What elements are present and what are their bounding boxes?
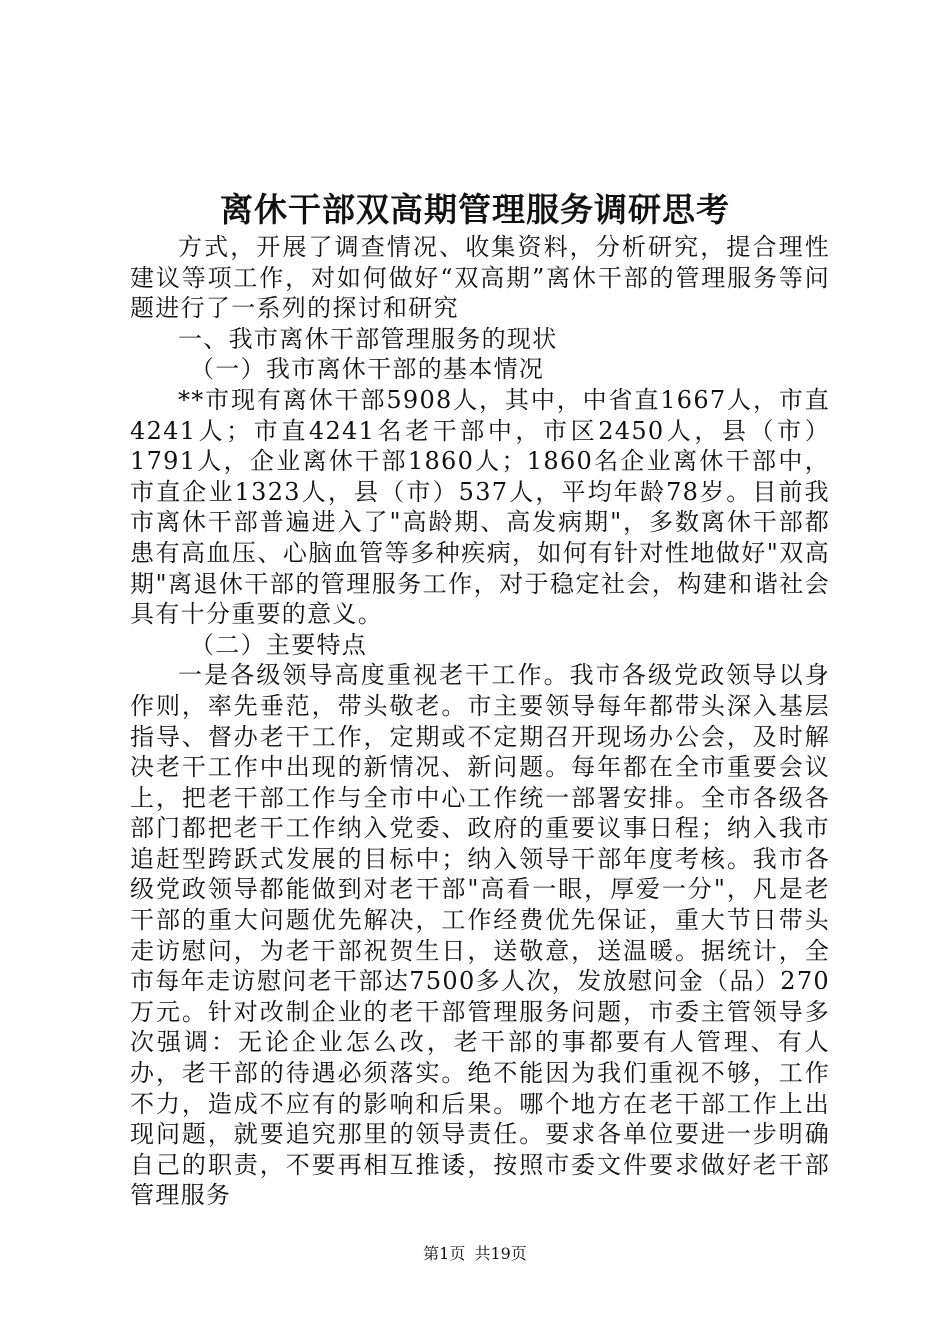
paragraph-basic-situation: **市现有离休干部5908人，其中，中省直1667人，市直4241人；市直4241名老干部中，市区2450人，县（市）1791人，企业离休干部1860人；1860名企业离休干部中，市直企业1323人，县（市）537人，平均年龄78岁。目前我市离休干部普遍进入了"高龄期、高发病期"，多数离休干部都患有高血压、心脑血管等多种疾病，如何有针对性地做好"双高期"离退休干部的管理服务工作，对于稳定社会，构建和谐社会具有十分重要的意义。 <box>130 385 830 629</box>
page-number: 第1页 共19页 <box>423 1244 527 1263</box>
paragraph-intro: 方式，开展了调查情况、收集资料，分析研究，提合理性建议等项工作，对如何做好“双高期”离休干部的管理服务等问题进行了一系列的探讨和研究 <box>130 233 830 323</box>
section-heading-1: 一、我市离休干部管理服务的现状 <box>178 324 558 353</box>
subsection-heading-2: （二）主要特点 <box>190 630 368 659</box>
page-title: 离休干部双高期管理服务调研思考 <box>220 190 730 229</box>
subsection-heading-1: （一）我市离休干部的基本情况 <box>190 355 545 384</box>
paragraph-main-features: 一是各级领导高度重视老干工作。我市各级党政领导以身作则，率先垂范，带头敬老。市主要领导每年都带头深入基层指导、督办老干工作，定期或不定期召开现场办公会，及时解决老干工作中出现的新情况、新问题。每年都在全市重要会议上，把老干部工作与全市中心工作统一部署安排。全市各级各部门都把老干工作纳入党委、政府的重要议事日程；纳入我市追赶型跨跃式发展的目标中；纳入领导干部年度考核。我市各级党政领导都能做到对老干部"高看一眼，厚爱一分"，凡是老干部的重大问题优先解决，工作经费优先保证，重大节日带头走访慰问，为老干部祝贺生日，送敬意，送温暖。据统计，全市每年走访慰问老干部达7500多人次，发放慰问金（品）270万元。针对改制企业的老干部管理服务问题，市委主管领导多次强调：无论企业怎么改，老干部的事都要有人管理、有人办，老干部的待遇必须落实。绝不能因为我们重视不够，工作不力，造成不应有的影响和后果。哪个地方在老干部工作上出现问题，就要追究那里的领导责任。要求各单位要进一步明确自己的职责，不要再相互推诿，按照市委文件要求做好老干部管理服务 <box>130 661 830 1210</box>
document-body <box>130 232 830 1211</box>
